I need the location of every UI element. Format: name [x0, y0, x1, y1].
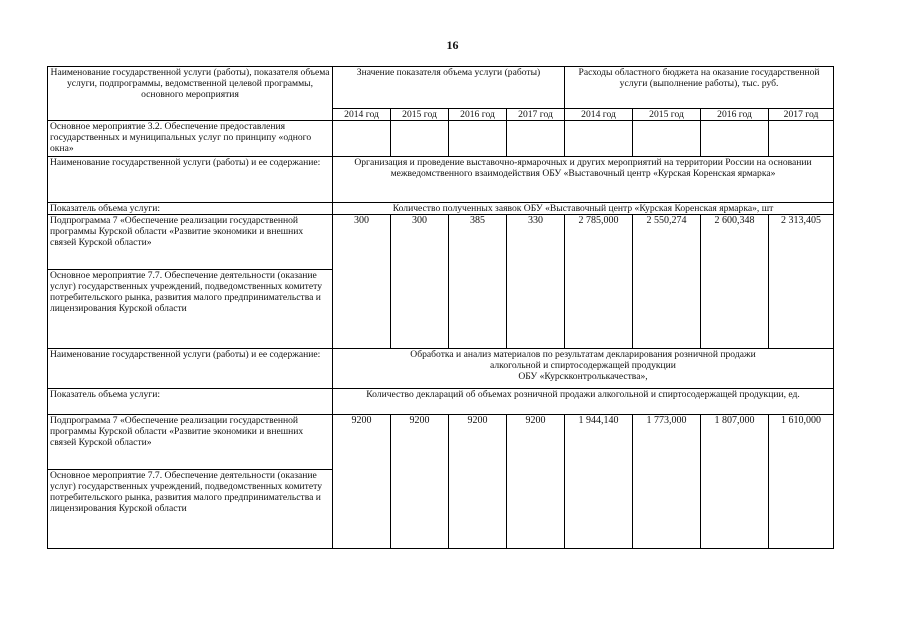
service-name-label: Наименование государственной услуги (работы) и ее содержание:: [48, 157, 333, 203]
indicator-description: Количество деклараций об объемах розничной продажи алкогольной и спиртосодержащей продукции, ед.: [333, 389, 834, 415]
header-volume-column: Значение показателя объема услуги (работы): [333, 67, 565, 109]
volume-value: 385: [449, 215, 507, 349]
page-number: 16: [446, 38, 459, 52]
empty-cell: [507, 121, 565, 157]
volume-value: 9200: [391, 415, 449, 549]
empty-cell: [565, 121, 633, 157]
empty-cell: [701, 121, 769, 157]
year-header: 2017 год: [769, 109, 834, 121]
indicator-label: Показатель объема услуги:: [48, 203, 333, 215]
indicator-description: Количество полученных заявок ОБУ «Выставочный центр «Курская Коренская ярмарка», шт: [333, 203, 834, 215]
header-name-column: Наименование государственной услуги (работы), показателя объема услуги, подпрограммы, ведомственной целевой программы, основного мероприятия: [48, 67, 333, 121]
expense-value: 1 773,000: [633, 415, 701, 549]
volume-value: 300: [391, 215, 449, 349]
subprogram-label: Подпрограмма 7 «Обеспечение реализации государственной программы Курской области «Развитие экономики и внешних связей Курской области»: [50, 215, 304, 248]
program-cell: [48, 415, 333, 549]
indicator-label: Показатель объема услуги:: [48, 389, 333, 415]
empty-cell: [333, 121, 391, 157]
service-description-line: алкогольной и спиртосодержащей продукции: [490, 360, 676, 371]
service-description: [333, 349, 834, 389]
year-header: 2016 год: [449, 109, 507, 121]
volume-value: 9200: [333, 415, 391, 549]
measure-3-2-label: Основное мероприятие 3.2. Обеспечение предоставления государственных и муниципальных услуг по принципу «одного окна»: [48, 121, 333, 157]
expense-value: 2 785,000: [565, 215, 633, 349]
expense-value: 1 807,000: [701, 415, 769, 549]
empty-cell: [449, 121, 507, 157]
empty-cell: [633, 121, 701, 157]
expense-value: 2 313,405: [769, 215, 834, 349]
header-expense-column: Расходы областного бюджета на оказание государственной услуги (выполнение работы), тыс. руб.: [565, 67, 834, 109]
program-cell: [48, 215, 333, 349]
volume-value: 9200: [507, 415, 565, 549]
empty-cell: [391, 121, 449, 157]
year-header: 2016 год: [701, 109, 769, 121]
service-description: Организация и проведение выставочно-ярмарочных и других мероприятий на территории России на основании межведомственного взаимодействия ОБУ «Выставочный центр «Курская Коренская ярмарка»: [333, 157, 834, 203]
budget-table: [47, 66, 834, 549]
year-header: 2017 год: [507, 109, 565, 121]
year-header: 2015 год: [391, 109, 449, 121]
expense-value: 1 610,000: [769, 415, 834, 549]
volume-value: 9200: [449, 415, 507, 549]
year-header: 2014 год: [333, 109, 391, 121]
expense-value: 2 550,274: [633, 215, 701, 349]
year-header: 2015 год: [633, 109, 701, 121]
empty-cell: [769, 121, 834, 157]
service-description-line: Обработка и анализ материалов по результатам декларирования розничной продажи: [410, 349, 756, 360]
year-header: 2014 год: [565, 109, 633, 121]
expense-value: 1 944,140: [565, 415, 633, 549]
service-name-label: Наименование государственной услуги (работы) и ее содержание:: [48, 349, 333, 389]
volume-value: 300: [333, 215, 391, 349]
service-description-line: ОБУ «Курскконтролькачества»,: [518, 371, 648, 382]
volume-value: 330: [507, 215, 565, 349]
expense-value: 2 600,348: [701, 215, 769, 349]
subprogram-label: Подпрограмма 7 «Обеспечение реализации государственной программы Курской области «Развитие экономики и внешних связей Курской области»: [50, 415, 304, 448]
measure-label: Основное мероприятие 7.7. Обеспечение деятельности (оказание услуг) государственных учреждений, подведомственных комитету потребительского рынка, развития малого предпринимательства и лицензирования Курской области: [48, 269, 332, 314]
measure-label: Основное мероприятие 7.7. Обеспечение деятельности (оказание услуг) государственных учреждений, подведомственных комитету потребительского рынка, развития малого предпринимательства и лицензирования Курской области: [48, 469, 332, 514]
